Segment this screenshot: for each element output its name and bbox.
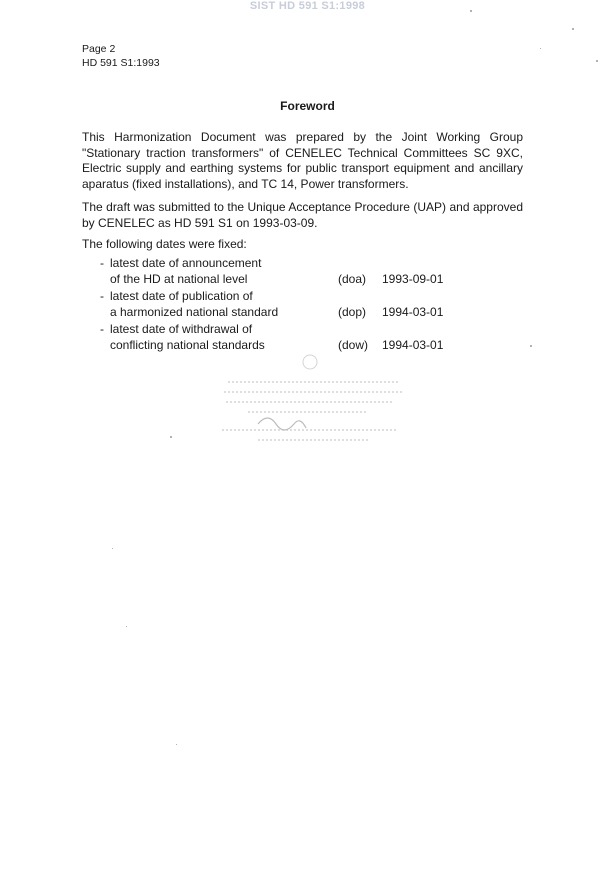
scan-speck <box>540 48 541 49</box>
date-description <box>110 289 338 320</box>
date-description <box>110 322 338 353</box>
date-description-line: a harmonized national standard <box>110 304 279 319</box>
scan-speck <box>126 626 127 627</box>
paragraph-intro: This Harmonization Document was prepared by the Joint Working Group "Stationary traction transformers" of CENELEC Technical Committees SC 9XC, Electric supply and earthing systems for public transport equipment and ancillary aparatus (fixed installations), and TC 14, Power transformers. <box>82 130 523 191</box>
dates-list <box>100 256 460 355</box>
section-heading: Foreword <box>280 99 335 113</box>
date-description-line: latest date of publication of <box>110 289 253 303</box>
scan-speck <box>112 548 113 549</box>
scan-speck <box>470 10 472 12</box>
list-dash: - <box>100 256 104 270</box>
scan-speck <box>596 60 598 62</box>
date-abbreviation: (doa) <box>338 271 367 286</box>
date-description-line: of the HD at national level <box>110 271 248 286</box>
scan-speck <box>530 345 532 347</box>
date-value: 1994-03-01 <box>382 337 444 352</box>
list-dash: - <box>100 322 104 336</box>
page-number: Page 2 <box>82 43 116 55</box>
watermark: SIST HD 591 S1:1998 <box>249 0 366 12</box>
paragraph-approval: The draft was submitted to the Unique Acceptance Procedure (UAP) and approved by CENELEC as HD 591 S1 on 1993-03-09. <box>82 200 523 230</box>
list-item <box>100 256 460 287</box>
dates-intro: The following dates were fixed: <box>82 237 247 251</box>
date-description-line: latest date of withdrawal of <box>110 322 253 336</box>
list-item <box>100 289 460 320</box>
date-value: 1993-09-01 <box>382 271 444 286</box>
date-abbreviation: (dow) <box>338 337 369 352</box>
date-description-line: latest date of announcement <box>110 256 262 270</box>
list-item <box>100 322 460 353</box>
list-dash: - <box>100 289 104 303</box>
date-description <box>110 256 338 287</box>
scan-speck <box>572 28 574 30</box>
document-id: HD 591 S1:1993 <box>82 57 160 69</box>
page-header <box>82 42 160 70</box>
date-description-line: conflicting national standards <box>110 337 265 352</box>
scan-speck <box>170 436 172 438</box>
faded-stamp <box>218 352 408 452</box>
date-value: 1994-03-01 <box>382 304 444 319</box>
date-abbreviation: (dop) <box>338 304 367 319</box>
scan-speck <box>176 744 177 745</box>
